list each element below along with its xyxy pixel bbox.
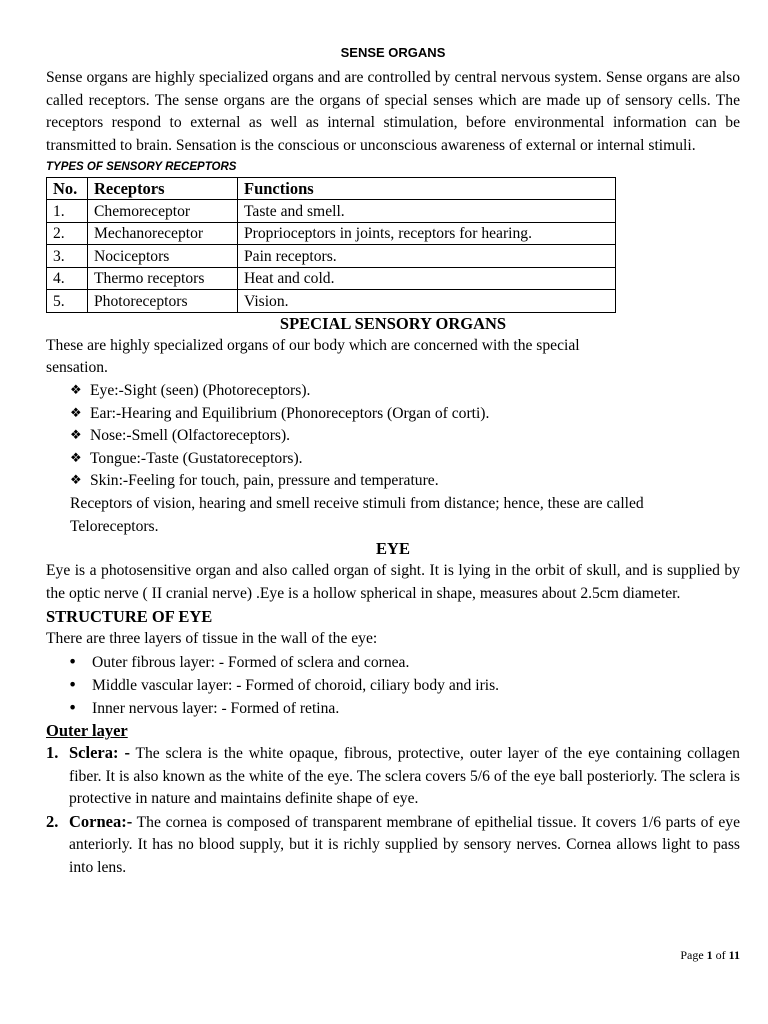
outer-layer-heading: Outer layer xyxy=(46,721,128,740)
table-cell: Pain receptors. xyxy=(238,245,616,268)
diamond-bullet-icon: ❖ xyxy=(70,383,82,399)
structure-intro: There are three layers of tissue in the wall of the eye: xyxy=(46,630,378,648)
teleoreceptors-line-2: Teloreceptors. xyxy=(70,517,159,535)
table-header-cell: No. xyxy=(47,178,88,200)
table-cell: 3. xyxy=(47,245,88,268)
table-cell: Chemoreceptor xyxy=(88,200,238,223)
eye-paragraph: Eye is a photosensitive organ and also called organ of sight. It is lying in the orbit of skull, and is supplied by the optic nerve ( II cranial nerve) .Eye is a hollow spherical in shape, measures about 2.5cm diameter. xyxy=(46,562,740,602)
list-item xyxy=(70,403,740,426)
list-item xyxy=(46,742,740,811)
diamond-bullet-icon: ❖ xyxy=(70,450,82,466)
table-header-row xyxy=(47,178,616,200)
list-item xyxy=(70,448,740,471)
list-item-text: Tongue:-Taste (Gustatoreceptors). xyxy=(90,449,303,467)
item-number: 1. xyxy=(46,743,59,762)
table-row xyxy=(47,267,616,290)
footer-of: of xyxy=(712,948,729,962)
layers-list xyxy=(46,651,740,720)
list-item-text: Ear:-Hearing and Equilibrium (Phonoreceptors (Organ of corti). xyxy=(90,404,490,422)
bullet-icon: • xyxy=(68,699,78,717)
list-item xyxy=(46,811,740,880)
list-item-text: Skin:-Feeling for touch, pain, pressure and temperature. xyxy=(90,472,439,490)
page-footer xyxy=(680,948,740,963)
table-row xyxy=(47,290,616,313)
table-cell: 1. xyxy=(47,200,88,223)
table-row xyxy=(47,200,616,223)
table-cell: Nociceptors xyxy=(88,245,238,268)
teleoreceptors-line-1: Receptors of vision, hearing and smell receive stimuli from distance; hence, these are called xyxy=(70,495,644,513)
table-row xyxy=(47,222,616,245)
footer-page-number: 1 xyxy=(706,948,713,962)
special-organs-heading: SPECIAL SENSORY ORGANS xyxy=(279,313,507,333)
list-item-text: Eye:-Sight (seen) (Photoreceptors). xyxy=(90,382,311,400)
eye-heading: EYE xyxy=(376,539,410,559)
table-cell: Proprioceptors in joints, receptors for hearing. xyxy=(238,222,616,245)
document-title: SENSE ORGANS xyxy=(340,45,446,60)
footer-page-total: 11 xyxy=(728,948,740,962)
list-item-text: Inner nervous layer: - Formed of retina. xyxy=(92,700,340,717)
structure-heading: STRUCTURE OF EYE xyxy=(46,607,213,627)
list-item xyxy=(70,425,740,448)
special-intro-line-1: These are highly specialized organs of our body which are concerned with the special xyxy=(46,336,580,354)
table-cell: Photoreceptors xyxy=(88,290,238,313)
diamond-bullet-icon: ❖ xyxy=(70,405,82,421)
footer-prefix: Page xyxy=(680,948,707,962)
item-number: 2. xyxy=(46,811,59,831)
table-cell: Thermo receptors xyxy=(88,267,238,290)
table-cell: 4. xyxy=(47,267,88,290)
special-intro-line-2: sensation. xyxy=(46,359,108,377)
table-cell: 5. xyxy=(47,290,88,313)
table-cell: Heat and cold. xyxy=(238,267,616,290)
table-cell: Vision. xyxy=(238,290,616,313)
types-heading: TYPES OF SENSORY RECEPTORS xyxy=(46,161,237,174)
special-organs-list xyxy=(46,380,740,493)
list-item xyxy=(68,674,740,697)
list-item xyxy=(68,651,740,674)
intro-paragraph: Sense organs are highly specialized organs and are controlled by central nervous system. Sense organs are also called receptors. The sense organs are the organs of special senses which are made up of sensory cells. The receptors respond to external as well as internal stimulation, before environmental information can be transmitted to brain. Sensation is the conscious or unconscious awareness of external or internal stimuli. xyxy=(46,69,740,154)
table-header-cell: Receptors xyxy=(88,178,238,200)
table-row xyxy=(47,245,616,268)
item-term: Sclera: - xyxy=(69,743,130,762)
item-text: The sclera is the white opaque, fibrous, protective, outer layer of the eye containing collagen fiber. It is also known as the white of the eye. The sclera covers 5/6 of the eye ball posteriorly. The sclera is protective in nature and maintains definite shape of eye. xyxy=(69,745,740,808)
list-item-text: Middle vascular layer: - Formed of choroid, ciliary body and iris. xyxy=(92,677,500,694)
document-page xyxy=(46,44,740,880)
table-cell: 2. xyxy=(47,222,88,245)
diamond-bullet-icon: ❖ xyxy=(70,428,82,444)
list-item-text: Outer fibrous layer: - Formed of sclera and cornea. xyxy=(92,654,410,671)
table-header-cell: Functions xyxy=(238,178,616,200)
bullet-icon: • xyxy=(68,653,78,671)
outer-layer-list xyxy=(46,742,740,880)
list-item xyxy=(70,470,740,493)
item-text: The cornea is composed of transparent membrane of epithelial tissue. It covers 1/6 parts of eye anteriorly. It has no blood supply, but it is richly supplied by sensory nerves. Cornea allows light to pass into lens. xyxy=(69,813,740,876)
table-cell: Mechanoreceptor xyxy=(88,222,238,245)
list-item-text: Nose:-Smell (Olfactoreceptors). xyxy=(90,427,291,445)
receptors-table xyxy=(46,177,616,313)
diamond-bullet-icon: ❖ xyxy=(70,473,82,489)
table-cell: Taste and smell. xyxy=(238,200,616,223)
list-item xyxy=(70,380,740,403)
list-item xyxy=(68,697,740,720)
item-term: Cornea:- xyxy=(69,811,133,831)
bullet-icon: • xyxy=(68,676,78,694)
